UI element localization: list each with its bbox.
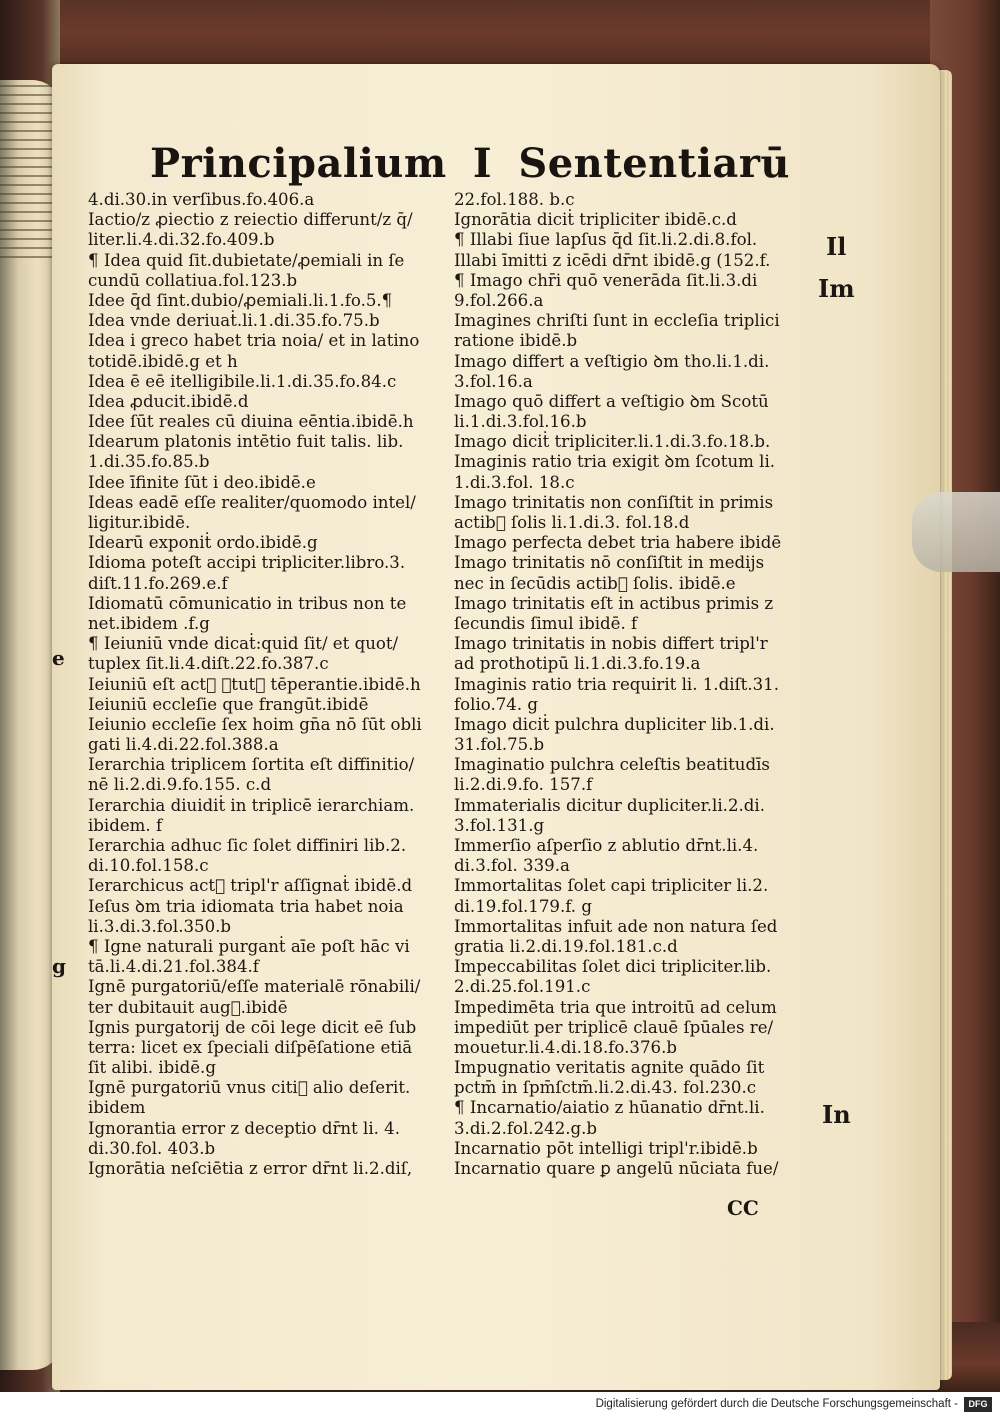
index-line: gati li.4.di.22.fol.388.a [88,735,279,755]
index-line: Impugnatio veritatis agnite quādo ſit [454,1058,765,1078]
index-line: ſecundis ſimul ibidē. f [454,613,638,633]
right-column [454,190,814,1179]
margin-letter-e: e [52,646,65,670]
index-line: ter dubitauit aug᷒.ibidē [88,997,288,1017]
index-line: Imago differt a veſtigio ꝺm tho.li.1.di. [454,351,770,371]
index-line: folio.74. g [454,694,539,714]
margin-letter-im: Im [818,274,855,303]
index-line: nec in ſecūdis actib᷒ ſolis. ibidē.e [454,573,736,593]
index-line: ¶ Idea quid ſit.dubietate/ꝓemiali in ſe [88,250,405,270]
index-line: Idee q̄d ſint.dubio/ꝓemiali.li.1.fo.5.¶ [88,290,393,310]
index-line: Idea vnde deriuaṫ.li.1.di.35.fo.75.b [88,311,380,331]
index-line: actib᷒ ſolis li.1.di.3. fol.18.d [454,513,690,532]
index-line: ad prothotipū li.1.di.3.fo.19.a [454,654,701,674]
index-line: Incarnatio pōt intelligi tripl'r.ibidē.b [454,1138,758,1158]
running-head-right: Sententiarū [518,140,790,187]
index-line: liter.li.4.di.32.fo.409.b [88,230,275,250]
index-line: ratione ibidē.b [454,331,578,351]
index-line: ¶ Illabi ſiue lapſus q̄d ſit.li.2.di.8.fol. [454,230,758,250]
index-line: Ignorantia error z deceptio dr̄nt li. 4. [88,1118,401,1138]
index-line: Ignorātia diciṫ tripliciter ibidē.c.d [454,210,737,230]
index-line: Idee ſūt reales cū diuina eēntia.ibidē.h [88,412,414,432]
index-line: ibidem. f [88,815,163,835]
index-line: 4.di.30.in verſibus.fo.406.a [88,190,315,209]
catchword: CC [727,1196,759,1220]
curled-page-text [0,85,55,265]
index-line: pctm̄ in ſpm̄ſctm̄.li.2.di.43. fol.230.c [454,1078,757,1098]
left-column [88,190,438,1179]
index-line: Idea i greco habet tria noia/ et in latino [88,331,420,351]
running-head-left: Principalium [150,140,447,187]
index-line: Imaginatio pulchra celeſtis beatitudīs [454,755,770,775]
index-line: Iactio/z ꝓiectio z reiectio differunt/z q̄/ [88,210,413,230]
margin-letter-g: g [52,954,66,978]
index-line: tuplex ſit.li.4.diſt.22.fo.387.c [88,654,329,674]
index-line: Ierarchia adhuc ſic ſolet diffiniri lib.2. [88,836,407,855]
index-line: gratia li.2.di.19.fol.181.c.d [454,936,678,956]
index-line: net.ibidem .f.g [88,613,210,633]
index-line: Idee īfinite ſūt i deo.ibidē.e [88,472,316,492]
index-line: 1.di.3.fol. 18.c [454,472,575,492]
margin-letter-in: In [822,1100,851,1129]
index-line: 1.di.35.fo.85.b [88,452,210,472]
footer-bar [0,1392,1000,1419]
page-clip [912,492,1000,572]
index-line: Ierarchia diuidiṫ in triplicē ierarchiam. [88,795,415,815]
index-line: Illabi īmitti z icēdi dr̄nt ibidē.g (152.f. [454,250,771,270]
index-line: Impedimēta tria que introitū ad celum [454,997,777,1017]
index-line: Ignē purgatoriū/eſſe materialē rōnabili/ [88,977,421,997]
index-line: di.10.fol.158.c [88,856,209,876]
index-line: tā.li.4.di.21.fol.384.f [88,957,259,977]
index-line: 22.fol.188. b.c [454,190,575,209]
index-line: Idea ꝓducit.ibidē.d [88,391,249,411]
index-line: Ieſus ꝺm tria idiomata tria habet noia [88,896,404,916]
index-line: Immortalitas ſolet capi tripliciter li.2. [454,876,769,896]
index-line: impediūt per triplicē clauē ſpūales re/ [454,1017,774,1037]
index-line: Idea ē eē itelligibile.li.1.di.35.fo.84.c [88,371,397,391]
index-line: ¶ Igne naturali purganṫ aīe poſt hāc vi [88,936,410,956]
index-line: Imago trinitatis eſt in actibus primis z [454,593,774,613]
index-line: Ignorātia neſciētia z error dr̄nt li.2.diſ, [88,1159,413,1178]
index-line: Imaginis ratio tria exigit ꝺm ſcotum li. [454,452,776,472]
index-line: Imagines chriſti ſunt in eccleſia triplici [454,311,780,331]
index-line: Immortalitas infuit ade non natura ſed [454,916,778,936]
index-line: nē li.2.di.9.fo.155. c.d [88,775,272,795]
index-line: diſt.11.fo.269.e.f [88,573,228,593]
index-line: 31.fol.75.b [454,735,545,755]
index-line: Ignē purgatoriū vnus citi᷒ alio deſerit. [88,1078,411,1098]
margin-letter-il: Il [826,232,847,261]
index-line: di.30.fol. 403.b [88,1138,216,1158]
index-line: Imago trinitatis nō conſiſtit in medijs [454,553,765,573]
index-line: Imago quō differt a veſtigio ꝺm Scotū [454,391,769,411]
index-line: Ieiuniū eſt act᷒ ꝟtut᷒ tēperantie.ibidē.h [88,674,421,694]
index-line: Idearū exponiṫ ordo.ibidē.g [88,533,318,553]
index-line: Ierarchia triplicem ſortita eſt diffinitio/ [88,755,415,775]
index-line: Imago diciṫ tripliciter.li.1.di.3.fo.18.b. [454,432,771,452]
index-line: 3.fol.16.a [454,371,533,391]
index-line: Ieiuniū eccleſie que frangūt.ibidē [88,694,369,714]
index-line: totidē.ibidē.g et h [88,351,238,371]
index-line: li.2.di.9.fo. 157.f [454,775,593,795]
index-line: Immerſio aſperſio z ablutio dr̄nt.li.4. [454,836,759,855]
index-line: Imago diciṫ pulchra dupliciter lib.1.di. [454,714,775,734]
dfg-logo: DFG [964,1397,992,1412]
index-line: Idioma poteſt accipi tripliciter.libro.3. [88,553,406,573]
index-line: Ieiunio eccleſie ſex hoim gn̄a nō ſūt obli [88,714,422,734]
running-head-center: I [472,140,493,187]
index-line: Imaginis ratio tria requirit li. 1.diſt.31. [454,674,779,694]
index-line: 3.fol.131.g [454,815,545,835]
index-line: 2.di.25.fol.191.c [454,977,591,997]
index-line: Incarnatio quare ꝑ angelū nūciata fue/ [454,1159,779,1178]
index-line: Ignis purgatorij de cōi lege dicit eē ſub [88,1017,417,1037]
index-line: 3.di.2.fol.242.g.b [454,1118,598,1138]
index-line: li.1.di.3.fol.16.b [454,412,587,432]
index-line: terra: licet ex ſpeciali diſpēſatione etiā [88,1037,413,1057]
index-line: Ierarchicus act᷒ tripl'r aſſignaṫ ibidē.d [88,876,413,896]
index-line: cundū collatiua.fol.123.b [88,270,298,290]
index-line: Idearum platonis intētio fuit talis. lib. [88,432,404,452]
index-line: Imago perfecta debet tria habere ibidē [454,533,782,553]
index-line: Idiomatū cōmunicatio in tribus non te [88,593,407,613]
footer-credit: Digitalisierung gefördert durch die Deutsche Forschungsgemeinschaft - [595,1398,958,1410]
index-line: Imago trinitatis non conſiſtit in primis [454,492,774,512]
index-line: Imago trinitatis in nobis differt tripl'r [454,634,768,654]
running-head [150,140,790,187]
index-line: ibidem [88,1098,146,1118]
index-line: ¶ Ieiuniū vnde dicaṫ:quid ſit/ et quot/ [88,634,399,654]
index-line: ligitur.ibidē. [88,513,191,532]
index-line: Impeccabilitas ſolet dici tripliciter.lib. [454,957,772,977]
index-line: ¶ Imago chr̄i quō venerāda ſit.li.3.di [454,270,758,290]
index-line: di.19.fol.179.f. g [454,896,592,916]
index-line: di.3.fol. 339.a [454,856,570,876]
index-line: Immaterialis dicitur dupliciter.li.2.di. [454,795,765,815]
index-line: mouetur.li.4.di.18.fo.376.b [454,1037,677,1057]
index-line: ¶ Incarnatio/aiatio z hūanatio dr̄nt.li. [454,1098,765,1118]
index-line: ſit alibi. ibidē.g [88,1058,216,1078]
index-line: li.3.di.3.fol.350.b [88,916,232,936]
index-line: Ideas eadē eſſe realiter/quomodo intel/ [88,492,416,512]
index-line: 9.fol.266.a [454,290,544,310]
